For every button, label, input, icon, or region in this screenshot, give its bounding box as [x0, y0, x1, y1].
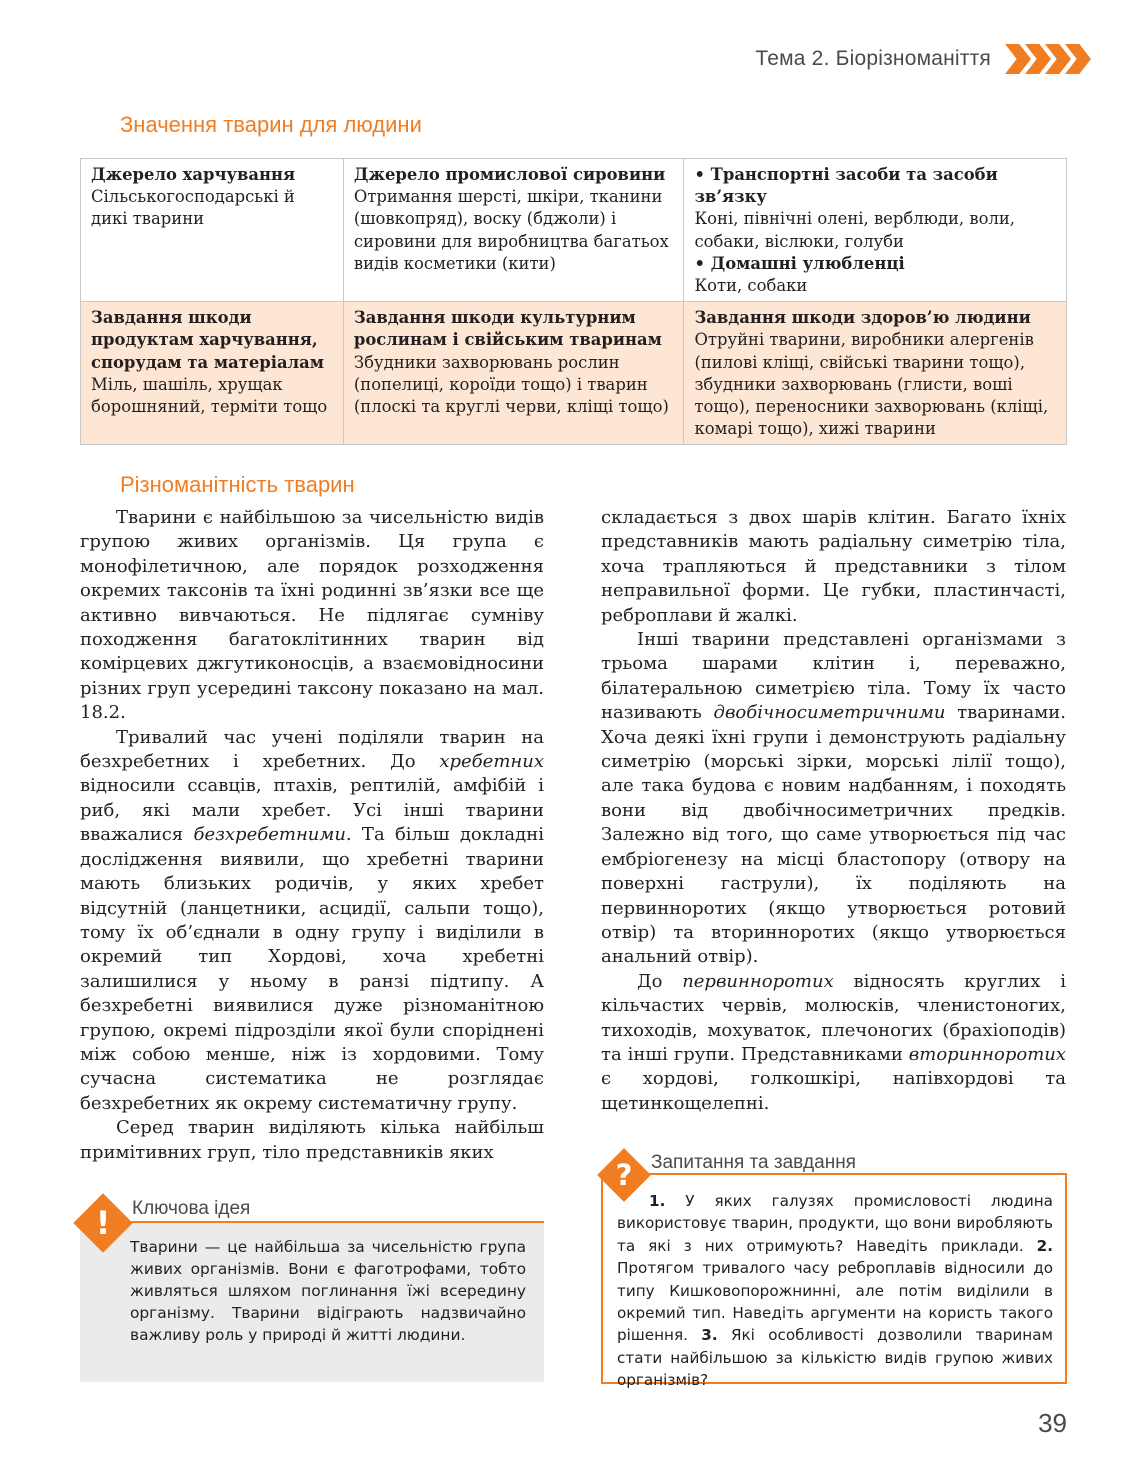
key-idea-title: Ключова ідея: [132, 1198, 251, 1219]
paragraph: Тривалий час учені поділяли тварин на безхребетних і хребетних. До хребетних відносили ссавців, птахів, рептилій, амфібій і риб, які мали хребет. Усі інші тварини вважалися безхребетними. Та більш докладні дослідження виявили, що хребетні тварини мають близьких родичів, у яких хребет відсутній (ланцетники, асцидії, сальпи тощо), тому їх об’єднали в одну групу і виділили в окремий тип Хордові, хоча хребетні залишилися у ньому в ранзі підтипу. А безхребетні виявилися дуже різноманітною групою, окремі підрозділи якої були споріднені між собою менше, ніж із хордовими. Тому сучасна систематика не розглядає безхребетних як окрему систематичну групу.: [80, 726, 544, 1114]
table-cell: [81, 159, 344, 302]
cell-heading: Джерело харчування: [91, 165, 296, 184]
section-title-diversity: Різноманітність тварин: [120, 472, 355, 497]
left-column: [80, 506, 544, 1165]
importance-table: [80, 158, 1067, 445]
cell-heading: • Домашні улюбленці: [694, 253, 905, 273]
paragraph: складається з двох шарів клітин. Багато їхніх представників мають радіальну симетрію тіла, хоча трапляються й представники з тілом неправильної форми. Це губки, пластинчасті, реброплави й жалкі.: [601, 507, 1066, 626]
section-title-importance: Значення тварин для людини: [120, 112, 422, 137]
paragraph: Інші тварини представлені організмами з трьома шарами клітин і, переважно, білатеральною симетрією тіла. Тому їх часто називають двобічносиметричними тваринами. Хоча деякі їхні групи і демонструють радіальну симетрію (морські зірки, морські лілії тощо), але така будова є новим надбанням, і походять вони від двобічносиметричних предків. Залежно від того, що саме утворюється під час ембріогенезу на місці бластопору (отвору на поверхні гаструли), їх поділяють на первинноротих (якщо утворюється ротовий отвір) та вторинноротих (якщо утворюється анальний отвір).: [601, 629, 1066, 968]
cell-heading: • Транспортні засоби та засоби зв’язку: [694, 165, 998, 207]
cell-text: Міль, шашіль, хрущак борошняний, терміти тощо: [91, 374, 328, 417]
cell-heading: Завдання шкоди продуктам харчування, спорудам та матеріалам: [91, 308, 324, 372]
cell-text: Сільськогосподарські й дикі тварини: [91, 187, 295, 229]
table-cell: [684, 159, 1067, 302]
cell-text: Збудники захворювань рослин (попелиці, короїди тощо) і тварин (плоскі та круглі черви, кліщі тощо): [353, 352, 669, 417]
table-cell: [343, 302, 684, 445]
questions-box: ? Запитання та завдання 1. У яких галузях промисловості людина використовує тварин, продукти, що вони виробляють та які з них отримують? Наведіть приклади. 2. Протягом тривалого часу реброплавів відносили до типу Кишковопорожнинні, але потім виділили в окремий тип. Наведіть аргументи на користь такого рішення. 3. Які особливості дозволили тваринам стати найбільшою за кількістю видів групою живих організмів?: [601, 1152, 1067, 1384]
paragraph: Тварини є найбільшою за чисельністю видів групою живих організмів. Ця група є монофілетичною, але порядок розходження окремих таксонів та їхні родинні зв’язки все ще активно вивчаються. Не підлягає сумніву походження багатоклітинних тварин від комірцевих джгутиконосців, а взаємовідносини різних груп усередині таксону показано на мал. 18.2.: [80, 507, 544, 724]
table-row: [81, 159, 1067, 302]
cell-text: Коти, собаки: [694, 276, 808, 296]
page-number: 39: [1038, 1408, 1067, 1438]
questions-text: 1. У яких галузях промисловості людина використовує тварин, продукти, що вони виробляють та які з них отримують? Наведіть приклади. 2. Протягом тривалого часу реброплавів відносили до типу Кишковопорожнинні, але потім виділили в окремий тип. Наведіть аргументи на користь такого рішення. 3. Які особливості дозволили тваринам стати найбільшою за кількістю видів групою живих організмів?: [617, 1192, 1053, 1390]
page-header: [755, 44, 1091, 74]
table-cell: [684, 302, 1067, 445]
key-idea-box: ! Ключова ідея Тварини — це найбільша за чисельністю група живих організмів. Вони є фаготрофами, тобто живляться шляхом поглинання їжі всередину організму. Тварини відіграють надзвичайно важливу роль у природі й житті людини.: [80, 1194, 544, 1382]
chapter-title: Тема 2. Біорізноманіття: [755, 47, 991, 70]
cell-heading: Завдання шкоди культурним рослинам і свійським тваринам: [353, 308, 662, 350]
cell-text: Отруйні тварини, виробники алергенів (пилові кліщі, свійські тварини тощо), збудники захворювань (глисти, воші тощо), переносники захворювань (кліщі, комарі тощо), хижі тварини: [694, 330, 1049, 439]
cell-text: Коні, північні олені, верблюди, воли, собаки, віслюки, голуби: [694, 209, 1015, 251]
cell-text: Отримання шерсті, шкіри, тканини (шовкопряд), воску (бджоли) і сировини для виробництва багатьох видів косметики (кити): [353, 187, 669, 273]
table-row: [81, 302, 1067, 445]
table-cell: [343, 159, 684, 302]
right-column: [601, 506, 1066, 1116]
cell-heading: Завдання шкоди здоров’ю людини: [694, 308, 1031, 328]
questions-title: Запитання та завдання: [651, 1152, 856, 1173]
table-cell: [81, 302, 344, 445]
paragraph: Серед тварин виділяють кілька найбільш примітивних груп, тіло представників яких: [80, 1117, 544, 1163]
key-idea-text: Тварини — це найбільша за чисельністю група живих організмів. Вони є фаготрофами, тобто живляться шляхом поглинання їжі всередину організму. Тварини відіграють надзвичайно важливу роль у природі й житті людини.: [130, 1238, 526, 1344]
chevron-arrows-icon: [1005, 44, 1091, 74]
paragraph: До первинноротих відносять круглих і кільчастих червів, молюсків, членистоногих, тихоходів, мохуваток, плечоногих (брахіоподів) та інші групи. Представниками вторинноротих є хордові, голкошкірі, напівхордові та щетинкощелепні.: [601, 970, 1066, 1114]
cell-heading: Джерело промислової сировини: [353, 165, 666, 184]
